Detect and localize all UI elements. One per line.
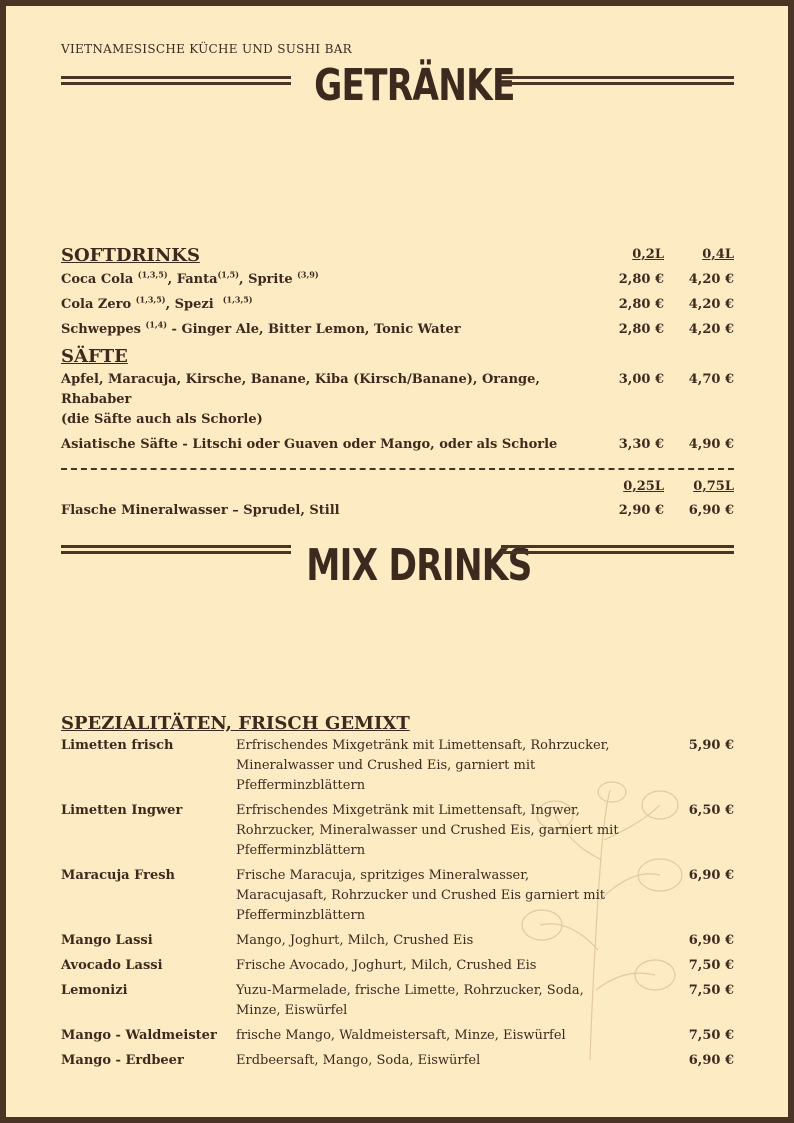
price-small: 2,90 € [618, 503, 664, 518]
section-softdrinks: SOFTDRINKS [61, 245, 200, 266]
size-header-small: 0,25L [623, 479, 664, 494]
title-rule-left [61, 76, 291, 85]
mix-item-price: 7,50 € [688, 1028, 734, 1043]
mix-item-name: Maracuja Fresh [61, 868, 175, 883]
mix-item-name: Mango - Erdbeer [61, 1053, 184, 1068]
size-header-large: 0,75L [693, 479, 734, 494]
mix-item-desc: Frische Avocado, Joghurt, Milch, Crushed Eis [236, 958, 537, 973]
mix-item-name: Limetten Ingwer [61, 803, 183, 818]
price-small: 2,80 € [618, 297, 664, 312]
mix-item-price: 7,50 € [688, 983, 734, 998]
mix-item-price: 6,50 € [688, 803, 734, 818]
price-large: 4,20 € [688, 272, 734, 287]
mix-item-price: 6,90 € [688, 868, 734, 883]
price-small: 2,80 € [618, 322, 664, 337]
drink-item: Coca Cola $^{(1,3,5)}$, Fanta$^{(1,5)}$, Sprite $^{(3,9)}$ [61, 269, 319, 287]
price-small: 2,80 € [618, 272, 664, 287]
mix-item-name: Lemonizi [61, 983, 128, 998]
page-title: GETRÄNKE [314, 60, 515, 111]
mix-item-desc: Erfrischendes Mixgetränk mit Limettensaft, Ingwer, Rohrzucker, Mineralwasser und Crushed Eis, garniert mit Pfefferminzblättern [236, 803, 619, 858]
mix-item-desc: Erfrischendes Mixgetränk mit Limettensaft, Rohrzucker, Mineralwasser und Crushed Eis, garniert mit Pfefferminzblättern [236, 738, 610, 793]
size-header-large: 0,4L [702, 247, 734, 262]
mix-item-price: 5,90 € [688, 738, 734, 753]
price-large: 4,20 € [688, 297, 734, 312]
mix-drinks-title: MIX DRINKS [306, 540, 532, 591]
title-rule-right [501, 545, 734, 554]
mix-item-price: 6,90 € [688, 1053, 734, 1068]
mix-item-desc: Frische Maracuja, spritziges Mineralwasser, Maracujasaft, Rohrzucker und Crushed Eis garniert mit Pfefferminzblättern [236, 868, 605, 923]
title-rule-right [501, 76, 734, 85]
mix-item-desc: frische Mango, Waldmeistersaft, Minze, Eiswürfel [236, 1028, 566, 1043]
price-small: 3,30 € [618, 437, 664, 452]
mix-item-price: 6,90 € [688, 933, 734, 948]
size-header-small: 0,2L [632, 247, 664, 262]
price-large: 4,70 € [688, 372, 734, 387]
section-spezialitaeten: SPEZIALITÄTEN, FRISCH GEMIXT [61, 713, 410, 734]
mix-item-price: 7,50 € [688, 958, 734, 973]
mix-item-name: Avocado Lassi [61, 958, 163, 973]
mix-item-desc: Mango, Joghurt, Milch, Crushed Eis [236, 933, 474, 948]
section-saefte: SÄFTE [61, 346, 128, 367]
mix-item-desc: Yuzu-Marmelade, frische Limette, Rohrzucker, Soda, Minze, Eiswürfel [236, 983, 584, 1018]
price-large: 4,90 € [688, 437, 734, 452]
restaurant-subtitle: VIETNAMESISCHE KÜCHE UND SUSHI BAR [61, 42, 352, 56]
mix-item-name: Limetten frisch [61, 738, 174, 753]
drink-item: Asiatische Säfte - Litschi oder Guaven oder Mango, oder als Schorle [61, 437, 558, 452]
mix-item-name: Mango Lassi [61, 933, 153, 948]
title-rule-left [61, 545, 291, 554]
dashed-divider [61, 468, 734, 470]
price-large: 4,20 € [688, 322, 734, 337]
price-small: 3,00 € [618, 372, 664, 387]
mix-item-desc: Erdbeersaft, Mango, Soda, Eiswürfel [236, 1053, 481, 1068]
drink-item: Apfel, Maracuja, Kirsche, Banane, Kiba (Kirsch/Banane), Orange, Rhababer (die Säfte auch als Schorle) [61, 372, 540, 427]
mix-item-name: Mango - Waldmeister [61, 1028, 217, 1043]
drink-item: Schweppes $^{(1,4)}$ - Ginger Ale, Bitter Lemon, Tonic Water [61, 319, 461, 337]
drink-item: Flasche Mineralwasser – Sprudel, Still [61, 503, 340, 518]
price-large: 6,90 € [688, 503, 734, 518]
drink-item: Cola Zero $^{(1,3,5)}$, Spezi $^{(1,3,5)}$ [61, 294, 253, 312]
